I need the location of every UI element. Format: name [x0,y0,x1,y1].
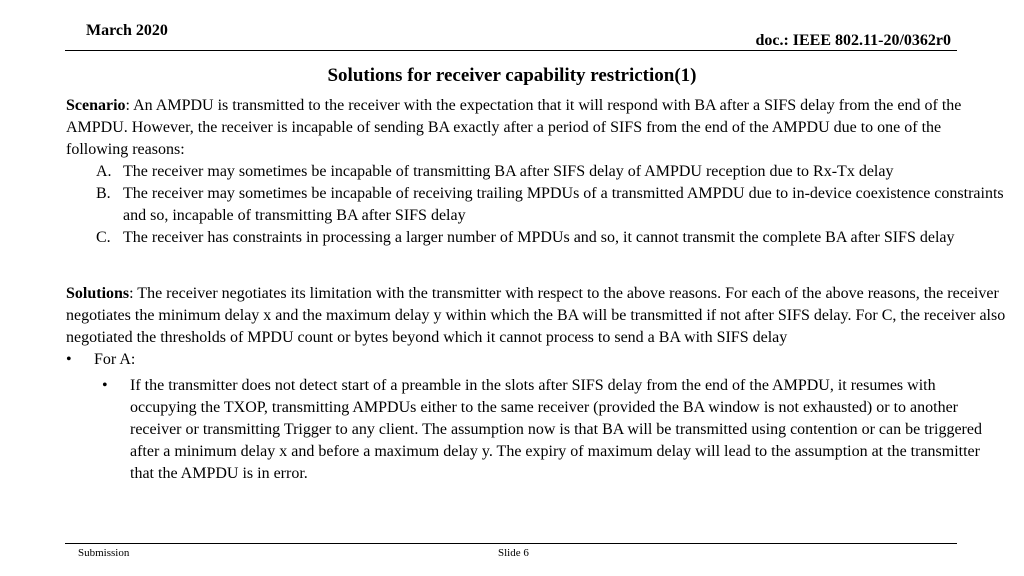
reason-text: The receiver has constraints in processing a larger number of MPDUs and so, it cannot transmit the complete BA after SIFS delay [123,229,955,246]
bullet-marker: • [66,351,72,368]
list-marker: C. [96,229,111,246]
bullet-for-a [66,349,1006,371]
list-item [66,227,1006,249]
footer-submission: Submission [78,547,130,559]
for-a-detail-text: If the transmitter does not detect start of a preamble in the slots after SIFS delay from the end of the AMPDU, it resumes with occupying the TXOP, transmitting AMPDUs either to the same receiver (provided the BA window is not exhausted) or to another receiver or transmitting Trigger to any client. The assumption now is that BA will be transmitted using contention or can be triggered after a minimum delay x and before a maximum delay y. The expiry of maximum delay will lead to the assumption at the transmitter that the AMPDU is in error. [130,377,982,482]
bullet-marker: • [102,377,108,394]
list-item [66,161,1006,183]
scenario-paragraph [66,95,1006,161]
solutions-label: Solutions [66,285,130,302]
scenario-label: Scenario [66,97,126,114]
list-marker: A. [96,163,112,180]
header-divider [65,50,957,51]
solutions-text: : The receiver negotiates its limitation with the transmitter with respect to the above reasons. For each of the above reasons, the receiver negotiates the minimum delay x and the maximum delay y within which the BA will be transmitted if not after SIFS delay. For C, the receiver also negotiated the thresholds of MPDU count or bytes beyond which it cannot process to send a BA with SIFS delay [66,285,1006,346]
spacer [66,249,1006,283]
reason-text: The receiver may sometimes be incapable of receiving trailing MPDUs of a transmitted AMPDU due to in-device coexistence constraints and so, incapable of transmitting BA after SIFS delay [123,185,1004,224]
list-marker: B. [96,185,111,202]
for-a-label: For A: [94,351,136,368]
footer-divider [65,543,957,544]
scenario-text: : An AMPDU is transmitted to the receiver with the expectation that it will respond with BA after a SIFS delay from the end of the AMPDU. However, the receiver is incapable of sending BA exactly after a period of SIFS from the end of the AMPDU due to one of the following reasons: [66,97,962,158]
reasons-list [66,161,1006,249]
header-date: March 2020 [86,22,168,39]
slide-body [66,95,1006,485]
bullet-for-a-detail [66,375,1006,485]
solutions-paragraph [66,283,1006,349]
header-doc-id: doc.: IEEE 802.11-20/0362r0 [755,32,951,49]
slide-title: Solutions for receiver capability restriction(1) [327,65,697,86]
reason-text: The receiver may sometimes be incapable of transmitting BA after SIFS delay of AMPDU reception due to Rx-Tx delay [123,163,894,180]
footer-slide-number: Slide 6 [498,547,529,559]
list-item [66,183,1006,227]
